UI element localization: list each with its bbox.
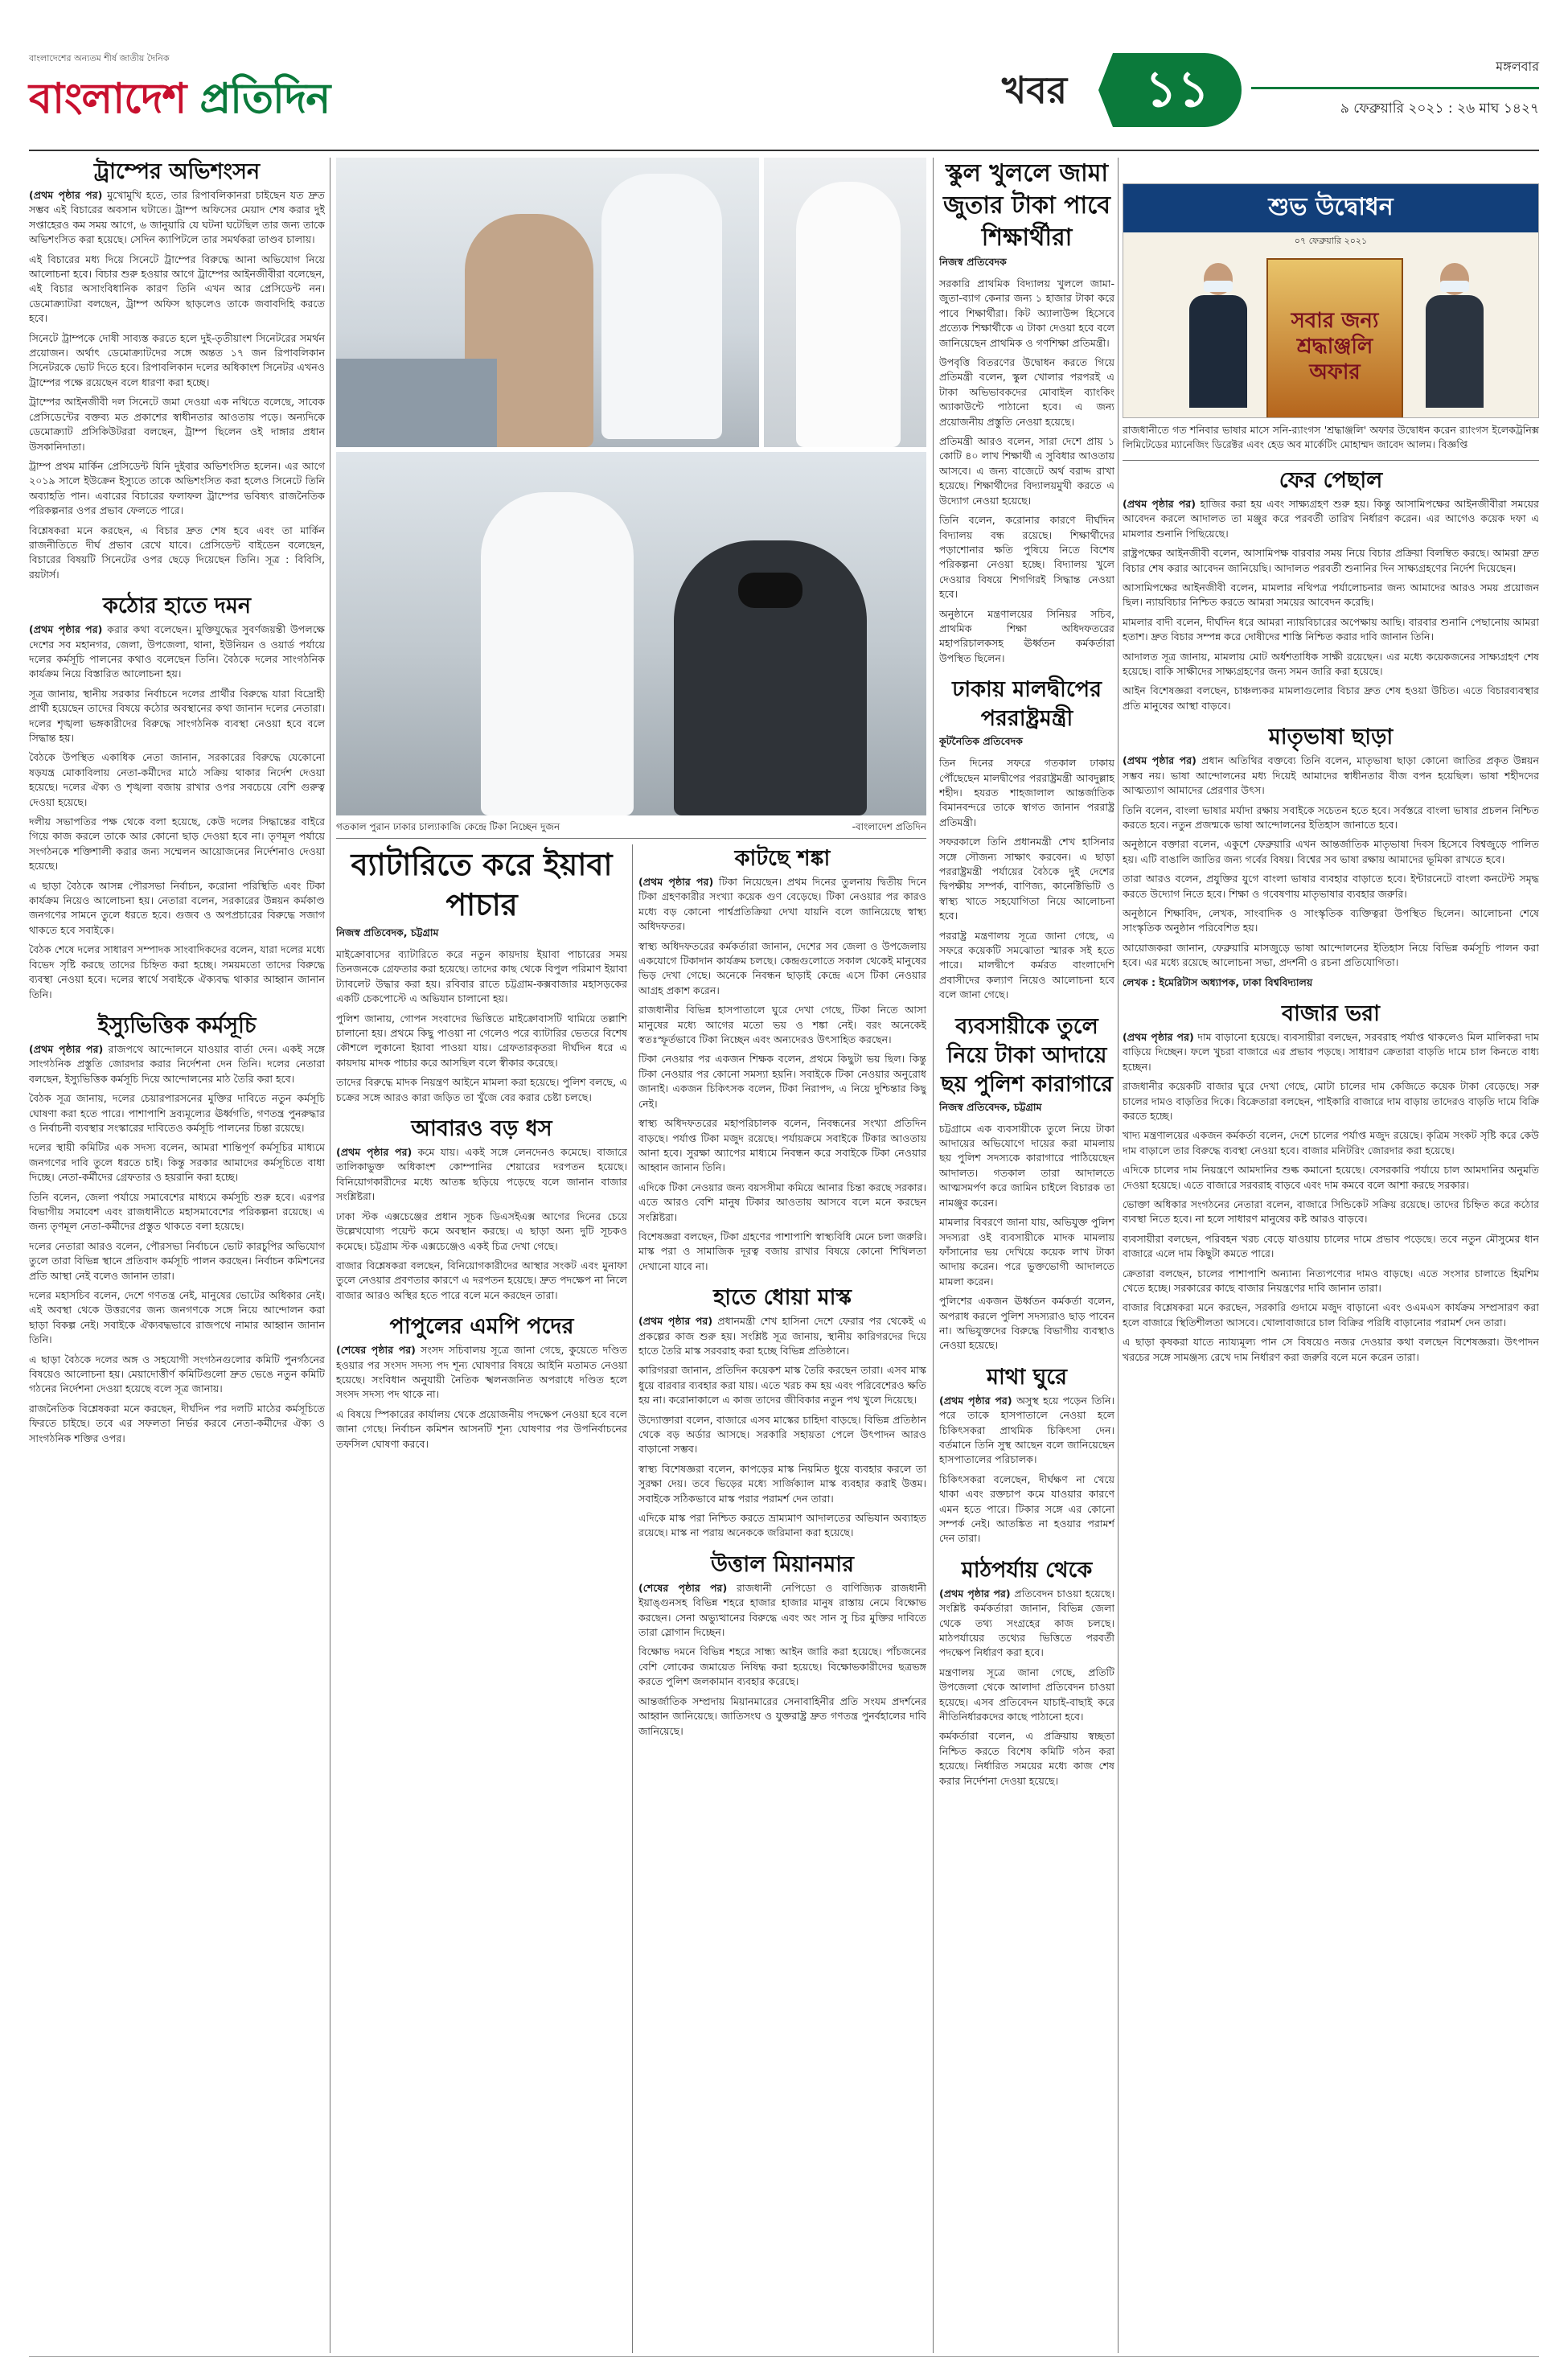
article-paragraph: আইন বিশেষজ্ঞরা বলছেন, চাঞ্চল্যকর মামলাগুলোর বিচার দ্রুত শেষ হওয়া উচিত। এতে বিচারব্যবস্থার প্রতি মানুষের আস্থা বাড়বে। bbox=[1123, 684, 1539, 712]
article-paragraph: দলের মহাসচিব বলেন, দেশে গণতন্ত্র নেই, মানুষের ভোটের অধিকার নেই। এই অবস্থা থেকে উত্তরণের জন্য জনগণকে সঙ্গে নিয়ে আন্দোলন করা ছাড়া বিকল্প নেই। সবাইকে ঐক্যবদ্ধভাবে রাজপথে নামার আহ্বান জানান তিনি। bbox=[29, 1289, 325, 1346]
article-paragraph: মামলার বাদী বলেন, দীর্ঘদিন ধরে আমরা ন্যায়বিচারের অপেক্ষায় আছি। বারবার শুনানি পেছানোয় আমরা হতাশ। দ্রুত বিচার সম্পন্ন করে দোষীদের শাস্তি নিশ্চিত করার দাবি জানান তিনি। bbox=[1123, 615, 1539, 643]
article-paragraph: (প্রথম পৃষ্ঠার পর) দাম বাড়ানো হয়েছে। ব্যবসায়ীরা বলছেন, সরবরাহ পর্যাপ্ত থাকলেও মিল মালিকরা দাম বাড়িয়ে দিচ্ছেন। ফলে খুচরা বাজারে এর প্রভাব পড়ছে। সাধারণ ক্রেতারা বাড়তি দামে চাল কিনতে বাধ্য হচ্ছেন। bbox=[1123, 1030, 1539, 1073]
person-mask bbox=[1204, 281, 1233, 292]
article-paragraph: মাইক্রোবাসের ব্যাটারিতে করে নতুন কায়দায় ইয়াবা পাচারের সময় তিনজনকে গ্রেফতার করা হয়েছে। তাদের কাছ থেকে বিপুল পরিমাণ ইয়াবা ট্যাবলেট উদ্ধার করা হয়। রবিবার রাতে চট্টগ্রাম-কক্সবাজার মহাসড়কের একটি চেকপোস্টে এ অভিযান চালানো হয়। bbox=[336, 948, 627, 1005]
article-strict-crackdown bbox=[29, 592, 325, 1002]
article-byline: নিজস্ব প্রতিবেদক, চট্টগ্রাম bbox=[939, 1100, 1042, 1113]
section-divider bbox=[336, 838, 926, 839]
article-paragraph: (প্রথম পৃষ্ঠার পর) প্রধানমন্ত্রী শেখ হাসিনা দেশে ফেরার পর থেকেই এ প্রকল্পের কাজ শুরু হয়। সংশ্লিষ্ট সূত্র জানায়, স্থানীয় কারিগরদের দিয়ে হাতে তৈরি মাস্ক সরবরাহ করা হচ্ছে বিভিন্ন প্রতিষ্ঠানে। bbox=[638, 1315, 926, 1357]
continuation-tag: (প্রথম পৃষ্ঠার পর) bbox=[939, 1587, 1011, 1600]
article-paragraph: খাদ্য মন্ত্রণালয়ের একজন কর্মকর্তা বলেন, দেশে চালের পর্যাপ্ত মজুদ রয়েছে। কৃত্রিম সংকট সৃষ্টি করে কেউ দাম বাড়ালে তার বিরুদ্ধে ব্যবস্থা নেওয়া হবে। বাজার মনিটরিং জোরদার করা হয়েছে। bbox=[1123, 1129, 1539, 1156]
left-column bbox=[29, 158, 325, 2353]
article-papul-mp bbox=[336, 1312, 627, 1452]
article-paragraph: বৈঠকে উপস্থিত একাধিক নেতা জানান, সরকারের বিরুদ্ধে যেকোনো ষড়যন্ত্র মোকাবিলায় নেতা-কর্মীদের মাঠে সক্রিয় থাকার নির্দেশ দেওয়া হয়েছে। দলের ঐক্য ও শৃঙ্খলা বজায় রাখার ওপর সবচেয়ে বেশি গুরুত্ব দেওয়া হয়েছে। bbox=[29, 751, 325, 808]
article-paragraph: রাজধানীর কয়েকটি বাজার ঘুরে দেখা গেছে, মোটা চালের দাম কেজিতে কয়েক টাকা বেড়েছে। সরু চালের দামও বাড়তির দিকে। বিক্রেতারা বলছেন, পাইকারি বাজারে দাম বাড়ায় তাদেরও বাড়তি দামে বিক্রি করতে হচ্ছে। bbox=[1123, 1080, 1539, 1122]
page-number-badge: ১১ bbox=[1113, 53, 1242, 127]
ad-banner-text: সবার জন্য শ্রদ্ধাঞ্জলি অফার bbox=[1291, 309, 1379, 384]
photo-person-doctor bbox=[481, 492, 634, 815]
section-title: খবর bbox=[1002, 68, 1068, 112]
article-paragraph: তিনি বলেন, জেলা পর্যায়ে সমাবেশের মাধ্যমে কর্মসূচি শুরু হবে। এরপর বিভাগীয় সমাবেশ এবং রাজধানীতে মহাসমাবেশের পরিকল্পনা রয়েছে। এ জন্য তৃণমূল নেতা-কর্মীদের প্রস্তুত থাকতে বলা হয়েছে। bbox=[29, 1190, 325, 1233]
article-paragraph: লেখক : ইমেরিটাস অধ্যাপক, ঢাকা বিশ্ববিদ্যালয় bbox=[1123, 975, 1313, 988]
article-paragraph: অনুষ্ঠানে বক্তারা বলেন, একুশে ফেব্রুয়ারি এখন আন্তর্জাতিক মাতৃভাষা দিবস হিসেবে বিশ্বজুড়ে পালিত হয়। এটি বাঙালি জাতির জন্য গর্বের বিষয়। বিশ্বের সব ভাষা রক্ষায় আমাদের ভূমিকা রাখতে হবে। bbox=[1123, 838, 1539, 865]
article-paragraph: এ ছাড়া বৈঠকে আসন্ন পৌরসভা নির্বাচন, করোনা পরিস্থিতি এবং টিকা কার্যক্রম নিয়েও আলোচনা হয়। নেতারা বলেন, সরকারের উন্নয়ন কর্মকাণ্ড জনগণের সামনে তুলে ধরতে হবে। গুজব ও অপপ্রচারের বিরুদ্ধে সজাগ থাকতে হবে সবাইকে। bbox=[29, 879, 325, 936]
article-mother-tongue bbox=[1123, 723, 1539, 990]
article-paragraph: আসামিপক্ষের আইনজীবী বলেন, মামলার নথিপত্র পর্যালোচনার জন্য আমাদের আরও সময় প্রয়োজন ছিল। ন্যায়বিচার নিশ্চিত করতে আমরা সময়ের আবেদন করেছি। bbox=[1123, 581, 1539, 609]
article-paragraph: আদালত সূত্র জানায়, মামলায় মোট অর্ধশতাধিক সাক্ষী রয়েছেন। এর মধ্যে কয়েকজনের সাক্ষ্যগ্রহণ শেষ হয়েছে। বাকি সাক্ষীদের সাক্ষ্যগ্রহণের জন্য সমন জারি করা হয়েছে। bbox=[1123, 650, 1539, 678]
article-headline[interactable]: স্কুল খুললে জামা জুতার টাকা পাবে শিক্ষার্থীরা bbox=[943, 159, 1110, 252]
article-paragraph: ট্রাম্পের আইনজীবী দল সিনেটে জমা দেওয়া এক নথিতে বলেছে, সাবেক প্রেসিডেন্টের বক্তব্য মত প্রকাশের স্বাধীনতার আওতায় পড়ে। অন্যদিকে ডেমোক্র্যাট প্রসিকিউটররা বলছেন, ট্রাম্প ছিলেন ওই দাঙ্গার প্রধান উসকানিদাতা। bbox=[29, 396, 325, 453]
article-paragraph: বিশেষজ্ঞরা বলছেন, টিকা গ্রহণের পাশাপাশি স্বাস্থ্যবিধি মেনে চলা জরুরি। মাস্ক পরা ও সামাজিক দূরত্ব বজায় রাখার বিষয়ে কোনো শিথিলতা দেখানো যাবে না। bbox=[638, 1230, 926, 1272]
article-yaba-smuggling bbox=[336, 844, 627, 1105]
right-column bbox=[1123, 466, 1539, 2353]
article-paragraph: বৈঠক শেষে দলের সাধারণ সম্পাদক সাংবাদিকদের বলেন, যারা দলের মধ্যে বিভেদ সৃষ্টি করছে তাদের চিহ্নিত করা হচ্ছে। সময়মতো তাদের বিরুদ্ধে ব্যবস্থা নেওয়া হবে। দলের স্বার্থে সবাইকে ঐক্যবদ্ধ থাকার আহ্বান জানান তিনি। bbox=[29, 943, 325, 1000]
article-paragraph: বাজার বিশ্লেষকরা মনে করছেন, সরকারি গুদামে মজুদ বাড়ানো এবং ওএমএস কার্যক্রম সম্প্রসারণ করা হলে বাজারে স্থিতিশীলতা আসবে। খোলাবাজারে চাল বিক্রির পরিধি বাড়ানোর পরামর্শ দেন তারা। bbox=[1123, 1301, 1539, 1329]
article-paragraph: মন্ত্রণালয় সূত্রে জানা গেছে, প্রতিটি উপজেলা থেকে আলাদা প্রতিবেদন চাওয়া হয়েছে। এসব প্রতিবেদন যাচাই-বাছাই করে নীতিনির্ধারকদের কাছে পাঠানো হবে। bbox=[939, 1665, 1114, 1723]
vaccination-photo-bottom[interactable] bbox=[336, 452, 926, 815]
photo-person-nurse bbox=[601, 174, 722, 439]
photo-person-health-worker bbox=[796, 182, 901, 447]
article-paragraph: (প্রথম পৃষ্ঠার পর) অসুস্থ হয়ে পড়েন তিনি। পরে তাকে হাসপাতালে নেওয়া হলে চিকিৎসকরা প্রাথমিক চিকিৎসা দেন। বর্তমানে তিনি সুস্থ আছেন বলে জানিয়েছেন হাসপাতালের পরিচালক। bbox=[939, 1394, 1114, 1466]
article-paragraph: তিনি বলেন, করোনার কারণে দীর্ঘদিন বিদ্যালয় বন্ধ রয়েছে। শিক্ষার্থীদের পড়াশোনার ক্ষতি পুষিয়ে নিতে বিশেষ পরিকল্পনা নেওয়া হচ্ছে। বিদ্যালয় খুলে দেওয়ার বিষয়ে শিগগিরই সিদ্ধান্ত নেওয়া হবে। bbox=[939, 514, 1114, 601]
article-headline[interactable]: ফের পেছাল bbox=[1279, 468, 1383, 493]
article-postponed-again bbox=[1123, 466, 1539, 713]
continuation-tag: (প্রথম পৃষ্ঠার পর) bbox=[29, 623, 103, 636]
middle-left-column bbox=[336, 844, 627, 2353]
article-paragraph: দলের স্থায়ী কমিটির এক সদস্য বলেন, আমরা শান্তিপূর্ণ কর্মসূচির মাধ্যমে জনগণের দাবি তুলে ধরতে চাই। কিন্তু সরকার আমাদের কর্মসূচিতে বাধা দিচ্ছে। নেতা-কর্মীদের গ্রেফতার ও হয়রানি করা হচ্ছে। bbox=[29, 1141, 325, 1184]
article-byline: নিজস্ব প্রতিবেদক, চট্টগ্রাম bbox=[336, 926, 439, 939]
column-divider bbox=[1118, 158, 1119, 2353]
article-headline[interactable]: ব্যবসায়ীকে তুলে নিয়ে টাকা আদায়ে ছয় পুলিশ কারাগারে bbox=[941, 1013, 1113, 1097]
article-paragraph: সরকারি প্রাথমিক বিদ্যালয় খুললে জামা-জুতা-ব্যাগ কেনার জন্য ১ হাজার টাকা করে পাবে শিক্ষার্থীরা। কিট অ্যালাউন্স হিসেবে প্রত্যেক শিক্ষার্থীকে এ টাকা দেওয়া হবে বলে জানিয়েছেন প্রাথমিক ও গণশিক্ষা প্রতিমন্ত্রী। bbox=[939, 277, 1114, 349]
article-paragraph: এদিকে টিকা নেওয়ার জন্য বয়সসীমা কমিয়ে আনার চিন্তা করছে সরকার। এতে আরও বেশি মানুষ টিকার আওতায় আসবে বলে মনে করছেন সংশ্লিষ্টরা। bbox=[638, 1181, 926, 1223]
masthead-rule bbox=[29, 150, 1539, 151]
article-paragraph: কর্মকর্তারা বলেন, এ প্রক্রিয়ায় স্বচ্ছতা নিশ্চিত করতে বিশেষ কমিটি গঠন করা হয়েছে। নির্ধারিত সময়ের মধ্যে কাজ শেষ করার নির্দেশনা দেওয়া হয়েছে। bbox=[939, 1730, 1114, 1787]
photo-credit: -বাংলাদেশ প্রতিদিন bbox=[852, 821, 926, 832]
continuation-tag: (প্রথম পৃষ্ঠার পর) bbox=[1123, 498, 1196, 510]
article-paragraph: এ ছাড়া বৈঠকে দলের অঙ্গ ও সহযোগী সংগঠনগুলোর কমিটি পুনর্গঠনের বিষয়েও আলোচনা হয়। মেয়াদোত্তীর্ণ কমিটিগুলো দ্রুত ভেঙে নতুন কমিটি গঠনের নির্দেশনা দেওয়া হয়েছে বলে সূত্র জানায়। bbox=[29, 1353, 325, 1395]
issue-date: ৯ ফেব্রুয়ারি ২০২১ : ২৬ মাঘ ১৪২৭ bbox=[1340, 101, 1539, 117]
article-myanmar-unrest bbox=[638, 1550, 926, 1739]
brand-tagline: বাংলাদেশের অন্যতম শীর্ষ জাতীয় দৈনিক bbox=[29, 53, 170, 64]
article-paragraph: প্রতিমন্ত্রী আরও বলেন, সারা দেশে প্রায় ১ কোটি ৪০ লাখ শিক্ষার্থী এ সুবিধার আওতায় আসবে। এ জন্য বাজেটে অর্থ বরাদ্দ রাখা হয়েছে। শিক্ষার্থীদের বিদ্যালয়মুখী করতে এ উদ্যোগ নেওয়া হয়েছে। bbox=[939, 435, 1114, 507]
ad-title: শুভ উদ্বোধন bbox=[1123, 184, 1538, 232]
article-headline[interactable]: ব্যাটারিতে করে ইয়াবা পাচার bbox=[351, 847, 613, 922]
article-market-full bbox=[1123, 1000, 1539, 1365]
article-headline[interactable]: হাতে ধোয়া মাস্ক bbox=[713, 1285, 852, 1311]
article-field-level bbox=[939, 1556, 1114, 1789]
masthead-divider bbox=[1251, 87, 1539, 89]
article-paragraph: (প্রথম পৃষ্ঠার পর) হাজির করা হয় এবং সাক্ষ্যগ্রহণ শুরু হয়। কিন্তু আসামিপক্ষের আইনজীবীরা সময়ের আবেদন করলে আদালত তা মঞ্জুর করে পরবর্তী তারিখ নির্ধারণ করেন। এর আগেও কয়েক দফা এ মামলার শুনানি পিছিয়েছে। bbox=[1123, 498, 1539, 540]
article-paragraph: এদিকে মাস্ক পরা নিশ্চিত করতে ভ্রাম্যমাণ আদালতের অভিযান অব্যাহত রয়েছে। মাস্ক না পরায় অনেককে জরিমানা করা হয়েছে। bbox=[638, 1512, 926, 1539]
article-paragraph: (প্রথম পৃষ্ঠার পর) টিকা নিয়েছেন। প্রথম দিনের তুলনায় দ্বিতীয় দিনে টিকা গ্রহণকারীর সংখ্যা কয়েক গুণ বেড়েছে। টিকা নেওয়ার পর কারও মধ্যে বড় কোনো পার্শ্বপ্রতিক্রিয়া দেখা যায়নি বলে জানিয়েছে স্বাস্থ্য অধিদফতর। bbox=[638, 876, 926, 933]
article-paragraph: রাষ্ট্রপক্ষের আইনজীবী বলেন, আসামিপক্ষ বারবার সময় নিয়ে বিচার প্রক্রিয়া বিলম্বিত করছে। আমরা দ্রুত বিচার শেষ করার আবেদন জানিয়েছি। আদালত পরবর্তী শুনানির দিন সাক্ষ্যগ্রহণের নির্দেশ দিয়েছেন। bbox=[1123, 547, 1539, 574]
photo-face-mask bbox=[738, 573, 802, 608]
article-headline[interactable]: ঢাকায় মালদ্বীপের পররাষ্ট্রমন্ত্রী bbox=[952, 677, 1102, 732]
vaccination-photo-top[interactable] bbox=[336, 158, 759, 447]
ad-banner bbox=[1266, 258, 1403, 418]
article-paragraph: পুলিশের একজন ঊর্ধ্বতন কর্মকর্তা বলেন, অপরাধ করলে পুলিশ সদস্যরাও ছাড় পাবেন না। অভিযুক্তদের বিরুদ্ধে বিভাগীয় ব্যবস্থাও নেওয়া হয়েছে। bbox=[939, 1295, 1114, 1352]
article-byline: কূটনৈতিক প্রতিবেদক bbox=[939, 735, 1023, 748]
article-paragraph: টিকা নেওয়ার পর একজন শিক্ষক বলেন, প্রথমে কিছুটা ভয় ছিল। কিন্তু টিকা নেওয়ার পর কোনো সমস্যা হয়নি। সবাইকে টিকা নেওয়ার অনুরোধ জানাই। একজন চিকিৎসক বলেন, টিকা নিরাপদ, এ নিয়ে দুশ্চিন্তার কিছু নেই। bbox=[638, 1053, 926, 1110]
article-issue-program bbox=[29, 1012, 325, 1446]
article-paragraph: স্বাস্থ্য অধিদফতরের মহাপরিচালক বলেন, নিবন্ধনের সংখ্যা প্রতিদিন বাড়ছে। পর্যাপ্ত টিকা মজুদ রয়েছে। পর্যায়ক্রমে সবাইকে টিকার আওতায় আনা হবে। সুরক্ষা অ্যাপের মাধ্যমে নিবন্ধন করে সবাইকে টিকা নেওয়ার আহ্বান জানান তিনি। bbox=[638, 1117, 926, 1174]
ad-person-right bbox=[1422, 263, 1487, 408]
article-paragraph: বিশ্লেষকরা মনে করছেন, এ বিচার দ্রুত শেষ হবে এবং তা মার্কিন রাজনীতিতে দীর্ঘ প্রভাব রেখে যাবে। প্রেসিডেন্ট বাইডেন বলেছেন, বিচারের বিষয়টি সিনেটের ওপর ছেড়ে দিয়েছেন তিনি। সূত্র : বিবিসি, রয়টার্স। bbox=[29, 524, 325, 581]
article-paragraph: আয়োজকরা জানান, ফেব্রুয়ারি মাসজুড়ে ভাষা আন্দোলনের ইতিহাস নিয়ে বিভিন্ন কর্মসূচি পালন করা হবে। এর মধ্যে রয়েছে আলোচনা সভা, প্রদর্শনী ও রচনা প্রতিযোগিতা। bbox=[1123, 941, 1539, 969]
article-paragraph: এ ছাড়া কৃষকরা যাতে ন্যায্যমূল্য পান সে বিষয়েও নজর দেওয়ার কথা বলছেন বিশেষজ্ঞরা। উৎপাদন খরচের সঙ্গে সামঞ্জস্য রেখে দাম নির্ধারণ করা জরুরি বলে মনে করেন তারা। bbox=[1123, 1336, 1539, 1363]
article-paragraph: বৈঠক সূত্র জানায়, দলের চেয়ারপারসনের মুক্তির দাবিতে নতুন কর্মসূচি ঘোষণা করা হতে পারে। পাশাপাশি দ্রব্যমূল্যের ঊর্ধ্বগতি, গণতন্ত্র পুনরুদ্ধার ও নির্বাচনী ব্যবস্থার সংস্কারের দাবিতেও কর্মসূচি পালনের চিন্তা রয়েছে। bbox=[29, 1092, 325, 1134]
article-paragraph: তিনি বলেন, বাংলা ভাষার মর্যাদা রক্ষায় সবাইকে সচেতন হতে হবে। সর্বস্তরে বাংলা ভাষার প্রচলন নিশ্চিত করতে হবে। নতুন প্রজন্মকে ভাষা আন্দোলনের ইতিহাস জানাতে হবে। bbox=[1123, 803, 1539, 831]
article-paragraph: ভোক্তা অধিকার সংগঠনের নেতারা বলেন, বাজারে সিন্ডিকেট সক্রিয় রয়েছে। তাদের চিহ্নিত করে কঠোর ব্যবস্থা নিতে হবে। না হলে সাধারণ মানুষের কষ্ট আরও বাড়বে। bbox=[1123, 1198, 1539, 1226]
article-paragraph: স্বাস্থ্য অধিদফতরের কর্মকর্তারা জানান, দেশের সব জেলা ও উপজেলায় একযোগে টিকাদান কার্যক্রম চলছে। কেন্দ্রগুলোতে সকাল থেকেই মানুষের ভিড় দেখা গেছে। অনেকে নিবন্ধন ছাড়াই কেন্দ্রে এসে টিকা নেওয়ার আগ্রহ প্রকাশ করেন। bbox=[638, 939, 926, 996]
article-paragraph: (প্রথম পৃষ্ঠার পর) রাজপথে আন্দোলনে যাওয়ার বার্তা দেন। একই সঙ্গে সাংগঠনিক প্রস্তুতি জোরদার করার নির্দেশনা দেন তিনি। দলের নেতারা বলছেন, ইস্যুভিত্তিক কর্মসূচি দিয়ে আন্দোলনের মাঠ তৈরি করা হবে। bbox=[29, 1042, 325, 1085]
article-headline[interactable]: ইস্যুভিত্তিক কর্মসূচি bbox=[97, 1012, 257, 1038]
article-headline[interactable]: মাঠপর্যায় থেকে bbox=[961, 1557, 1093, 1583]
middle-right-column bbox=[638, 844, 926, 2353]
article-paragraph: চিকিৎসকরা বলেছেন, দীর্ঘক্ষণ না খেয়ে থাকা এবং রক্তচাপ কমে যাওয়ার কারণে এমন হতে পারে। টিকার সঙ্গে এর কোনো সম্পর্ক নেই। আতঙ্কিত না হওয়ার পরামর্শ দেন তারা। bbox=[939, 1472, 1114, 1545]
advertisement-box[interactable] bbox=[1123, 183, 1539, 418]
article-paragraph: দলীয় সভাপতির পক্ষ থেকে বলা হয়েছে, কেউ দলের সিদ্ধান্তের বাইরে গিয়ে কাজ করলে তাকে আর কোনো ছাড় দেওয়া হবে না। তৃণমূল পর্যায়ে সংগঠনকে শক্তিশালী করার জন্য সম্মেলন আয়োজনের নির্দেশনাও দেওয়া হয়েছে। bbox=[29, 815, 325, 873]
article-paragraph: রাজধানীর বিভিন্ন হাসপাতালে ঘুরে দেখা গেছে, টিকা নিতে আসা মানুষের মধ্যে আগের মতো ভয় ও শঙ্কা নেই। বরং অনেকেই স্বতঃস্ফূর্তভাবে টিকা নিচ্ছেন এবং অন্যদেরও উৎসাহিত করছেন। bbox=[638, 1004, 926, 1046]
article-headline[interactable]: মাতৃভাষা ছাড়া bbox=[1268, 725, 1394, 750]
article-trump-impeachment bbox=[29, 158, 325, 582]
column-divider bbox=[632, 844, 633, 2353]
article-paragraph: তারা আরও বলেন, প্রযুক্তির যুগে বাংলা ভাষার ব্যবহার বাড়াতে হবে। ইন্টারনেটে বাংলা কনটেন্ট সমৃদ্ধ করতে উদ্যোগ নিতে হবে। শিক্ষা ও গবেষণায় মাতৃভাষার ব্যবহার জরুরি। bbox=[1123, 873, 1539, 900]
newspaper-logo[interactable] bbox=[29, 66, 330, 136]
ad-person-left bbox=[1186, 263, 1250, 408]
masthead bbox=[29, 51, 1539, 146]
column-divider bbox=[933, 158, 934, 2353]
section-divider bbox=[1123, 460, 1539, 461]
person-suit bbox=[1426, 295, 1484, 408]
article-headline[interactable]: ট্রাম্পের অভিশংসন bbox=[93, 159, 261, 184]
article-handmade-mask bbox=[638, 1284, 926, 1541]
article-headline[interactable]: পাপুলের এমপি পদের bbox=[389, 1314, 574, 1340]
vaccination-photo-side[interactable] bbox=[764, 158, 926, 447]
article-paragraph: উদ্যোক্তারা বলেন, বাজারে এসব মাস্কের চাহিদা বাড়ছে। বিভিন্ন প্রতিষ্ঠান থেকে বড় অর্ডার আসছে। সরকারি সহায়তা পেলে উৎপাদন আরও বাড়ানো সম্ভব। bbox=[638, 1413, 926, 1456]
article-paragraph: চট্টগ্রামে এক ব্যবসায়ীকে তুলে নিয়ে টাকা আদায়ের অভিযোগে দায়ের করা মামলায় ছয় পুলিশ সদস্যকে কারাগারে পাঠিয়েছেন আদালত। গতকাল তারা আদালতে আত্মসমর্পণ করে জামিন চাইলে বিচারক তা নামঞ্জুর করেন। bbox=[939, 1122, 1114, 1209]
person-suit bbox=[1189, 295, 1247, 408]
continuation-tag: (শেষের পৃষ্ঠার পর) bbox=[638, 1581, 728, 1594]
article-headline[interactable]: উত্তাল মিয়ানমার bbox=[711, 1551, 854, 1577]
article-fear-easing bbox=[638, 844, 926, 1274]
continuation-tag: (প্রথম পৃষ্ঠার পর) bbox=[939, 1394, 1012, 1407]
article-market-crash bbox=[336, 1115, 627, 1303]
article-headline[interactable]: আবারও বড় ধস bbox=[411, 1116, 552, 1142]
article-headline[interactable]: কঠোর হাতে দমন bbox=[102, 594, 252, 619]
article-paragraph: ট্রাম্প প্রথম মার্কিন প্রেসিডেন্ট যিনি দুইবার অভিশংসিত হলেন। এর আগে ২০১৯ সালে ইউক্রেন ইস্যুতে তাকে অভিশংসিত করা হলেও সিনেটে তিনি অব্যাহতি পান। এবারের বিচারের ফলাফল ট্রাম্পের ভবিষ্যৎ রাজনৈতিক পরিকল্পনার ওপর প্রভাব ফেলতে পারে। bbox=[29, 459, 325, 517]
article-paragraph: ঢাকা স্টক এক্সচেঞ্জের প্রধান সূচক ডিএসইএক্স আগের দিনের চেয়ে উল্লেখযোগ্য পয়েন্ট কমে অবস্থান করছে। এ ছাড়া অন্য দুটি সূচকও কমেছে। চট্টগ্রাম স্টক এক্সচেঞ্জেও একই চিত্র দেখা গেছে। bbox=[336, 1210, 627, 1252]
article-paragraph: এ বিষয়ে স্পিকারের কার্যালয় থেকে প্রয়োজনীয় পদক্ষেপ নেওয়া হবে বলে জানা গেছে। নির্বাচন কমিশন আসনটি শূন্য ঘোষণার পর উপনির্বাচনের তফসিল ঘোষণা করবে। bbox=[336, 1407, 627, 1450]
article-paragraph: সিনেটে ট্রাম্পকে দোষী সাব্যস্ত করতে হলে দুই-তৃতীয়াংশ সিনেটরের সমর্থন প্রয়োজন। অর্থাৎ ডেমোক্র্যাটদের সঙ্গে অন্তত ১৭ জন রিপাবলিকান সিনেটরকে ভোট দিতে হবে। রিপাবলিকান দলের অধিকাংশ সিনেটর এখনও ট্রাম্পের পক্ষে রয়েছেন বলে ধারণা করা হচ্ছে। bbox=[29, 331, 325, 388]
article-paragraph: (প্রথম পৃষ্ঠার পর) প্রতিবেদন চাওয়া হয়েছে। সংশ্লিষ্ট কর্মকর্তারা জানান, বিভিন্ন জেলা থেকে তথ্য সংগ্রহের কাজ চলছে। মাঠপর্যায়ের তথ্যের ভিত্তিতে পরবর্তী পদক্ষেপ নির্ধারণ করা হবে। bbox=[939, 1587, 1114, 1659]
article-paragraph: তাদের বিরুদ্ধে মাদক নিয়ন্ত্রণ আইনে মামলা করা হয়েছে। পুলিশ বলছে, এ চক্রের সঙ্গে আরও কারা জড়িত তা খুঁজে বের করার চেষ্টা চলছে। bbox=[336, 1076, 627, 1103]
article-paragraph: পুলিশ জানায়, গোপন সংবাদের ভিত্তিতে মাইক্রোবাসটি থামিয়ে তল্লাশি চালানো হয়। প্রথমে কিছু পাওয়া না গেলেও পরে ব্যাটারির ভেতরে বিশেষ কৌশলে লুকানো ইয়াবা পাওয়া যায়। গ্রেফতারকৃতরা দীর্ঘদিন ধরে এ কায়দায় মাদক পাচার করে আসছিল বলে স্বীকার করেছে। bbox=[336, 1012, 627, 1069]
photo-desk bbox=[336, 359, 497, 447]
article-paragraph: রাজনৈতিক বিশ্লেষকরা মনে করছেন, দীর্ঘদিন পর দলটি মাঠের কর্মসূচিতে ফিরতে চাইছে। তবে এর সফলতা নির্ভর করবে নেতা-কর্মীদের ঐক্য ও সাংগঠনিক শক্তির ওপর। bbox=[29, 1402, 325, 1444]
photo-caption: গতকাল পুরান ঢাকার চাল্যাকাজি কেন্দ্রে টিকা নিচ্ছেন দুজন bbox=[336, 821, 560, 832]
continuation-tag: (প্রথম পৃষ্ঠার পর) bbox=[638, 876, 714, 888]
article-paragraph: আন্তর্জাতিক সম্প্রদায় মিয়ানমারের সেনাবাহিনীর প্রতি সংযম প্রদর্শনের আহ্বান জানিয়েছে। জাতিসংঘ ও যুক্তরাষ্ট্র দ্রুত গণতন্ত্র পুনর্বহালের দাবি জানিয়েছে। bbox=[638, 1694, 926, 1737]
article-paragraph: ক্রেতারা বলছেন, চালের পাশাপাশি অন্যান্য নিত্যপণ্যের দামও বাড়ছে। এতে সংসার চালাতে হিমশিম খেতে হচ্ছে। সরকারের কাছে বাজার নিয়ন্ত্রণের দাবি জানান তারা। bbox=[1123, 1267, 1539, 1295]
issue-day: মঙ্গলবার bbox=[1496, 59, 1539, 74]
continuation-tag: (প্রথম পৃষ্ঠার পর) bbox=[29, 189, 103, 201]
article-paragraph: উপবৃত্তি বিতরণের উদ্বোধন করতে গিয়ে প্রতিমন্ত্রী বলেন, স্কুল খোলার পরপরই এ টাকা অভিভাবকদের মোবাইল ব্যাংকিং অ্যাকাউন্টে পাঠানো হবে। এ জন্য প্রয়োজনীয় প্রস্তুতি নেওয়া হয়েছে। bbox=[939, 356, 1114, 428]
page-footer-rule bbox=[29, 2356, 1539, 2357]
article-paragraph: এদিকে চালের দাম নিয়ন্ত্রণে আমদানির শুল্ক কমানো হয়েছে। বেসরকারি পর্যায়ে চাল আমদানির অনুমতি দেওয়া হয়েছে। এতে বাজারে সরবরাহ বাড়বে এবং দাম কমবে বলে আশা করছে সরকার। bbox=[1123, 1164, 1539, 1191]
article-paragraph: (প্রথম পৃষ্ঠার পর) মুখোমুখি হতে, তার রিপাবলিকানরা চাইছেন যত দ্রুত সম্ভব এই বিচারের অবসান ঘটাতে। ট্রাম্প অফিসের মেয়াদ শেষ করার দুই সপ্তাহেরও কম সময় আগে, ৬ জানুয়ারি যে ঘটনা ঘটেছিল তার জন্য তাকে অভিশংসিত করা হয়েছে। সেদিন ক্যাপিটলে তার সমর্থকরা তাণ্ডব চালায়। bbox=[29, 189, 325, 246]
logo-word-2: প্রতিদিন bbox=[199, 74, 330, 123]
continuation-tag: (প্রথম পৃষ্ঠার পর) bbox=[638, 1315, 713, 1328]
ad-date: ০৭ ফেব্রুয়ারি ২০২১ bbox=[1294, 236, 1368, 246]
continuation-tag: (প্রথম পৃষ্ঠার পর) bbox=[29, 1042, 104, 1055]
continuation-tag: (শেষের পৃষ্ঠার পর) bbox=[336, 1344, 416, 1357]
article-school-allowance bbox=[939, 158, 1114, 666]
article-paragraph: (শেষের পৃষ্ঠার পর) সংসদ সচিবালয় সূত্রে জানা গেছে, কুয়েতে দণ্ডিত হওয়ার পর সংসদ সদস্য পদ শূন্য ঘোষণার বিষয়ে আইনি মতামত নেওয়া হয়েছে। সংবিধান অনুযায়ী নৈতিক স্খলনজনিত অপরাধে দণ্ডিত হলে সংসদ সদস্য পদ থাকে না। bbox=[336, 1344, 627, 1401]
article-paragraph: (প্রথম পৃষ্ঠার পর) করার কথা বলেছেন। মুক্তিযুদ্ধের সুবর্ণজয়ন্তী উপলক্ষে দেশের সব মহানগর, জেলা, উপজেলা, থানা, ইউনিয়ন ও ওয়ার্ড পর্যায়ে দলের কর্মসূচি পালনের কথাও বলেছেন তিনি। বৈঠকে দলের সাংগঠনিক কার্যক্রম নিয়ে বিস্তারিত আলোচনা হয়। bbox=[29, 623, 325, 680]
article-paragraph: এই বিচারের মধ্য দিয়ে সিনেটে ট্রাম্পের বিরুদ্ধে আনা অভিযোগ নিয়ে আলোচনা হবে। বিচার শুরু হওয়ার আগে ট্রাম্পের আইনজীবীরা বলেছেন, এই বিচার অসাংবিধানিক কারণ তিনি এখন আর প্রেসিডেন্ট নন। ডেমোক্র্যাটরা বলছেন, ট্রাম্প অফিস ছাড়লেও তাকে জবাবদিহি করতে হবে। bbox=[29, 253, 325, 325]
article-paragraph: সূত্র জানায়, স্থানীয় সরকার নির্বাচনে দলের প্রার্থীর বিরুদ্ধে যারা বিদ্রোহী প্রার্থী হয়েছেন তাদের বিষয়ে কঠোর অবস্থানের কথা জানান দলের নেতারা। দলের শৃঙ্খলা ভঙ্গকারীদের বিরুদ্ধে সাংগঠনিক ব্যবস্থা নেওয়া হবে বলে সিদ্ধান্ত হয়। bbox=[29, 687, 325, 744]
article-police-jailed bbox=[939, 1012, 1114, 1353]
article-paragraph: বাজার বিশ্লেষকরা বলছেন, বিনিয়োগকারীদের আস্থার সংকট এবং মুনাফা তুলে নেওয়ার প্রবণতার কারণে এ দরপতন হয়েছে। দ্রুত পদক্ষেপ না নিলে বাজার আরও অস্থির হতে পারে বলে মনে করছেন তারা। bbox=[336, 1259, 627, 1301]
article-paragraph: মামলার বিবরণে জানা যায়, অভিযুক্ত পুলিশ সদস্যরা ওই ব্যবসায়ীকে মাদক মামলায় ফাঁসানোর ভয় দেখিয়ে কয়েক লাখ টাকা আদায় করেন। পরে ভুক্তভোগী আদালতে মামলা করেন। bbox=[939, 1216, 1114, 1288]
article-paragraph: স্বাস্থ্য বিশেষজ্ঞরা বলেন, কাপড়ের মাস্ক নিয়মিত ধুয়ে ব্যবহার করলে তা সুরক্ষা দেয়। তবে ভিড়ের মধ্যে সার্জিক্যাল মাস্ক ব্যবহার করাই উত্তম। সবাইকে সঠিকভাবে মাস্ক পরার পরামর্শ দেন তারা। bbox=[638, 1462, 926, 1505]
continuation-tag: (প্রথম পৃষ্ঠার পর) bbox=[1123, 1030, 1194, 1043]
article-paragraph: পররাষ্ট্র মন্ত্রণালয় সূত্রে জানা গেছে, এ সফরে কয়েকটি সমঝোতা স্মারক সই হতে পারে। মালদ্বীপে কর্মরত বাংলাদেশি প্রবাসীদের কল্যাণ নিয়েও আলোচনা হবে বলে জানা গেছে। bbox=[939, 929, 1114, 1001]
continuation-tag: (প্রথম পৃষ্ঠার পর) bbox=[1123, 754, 1197, 767]
article-paragraph: বিক্ষোভ দমনে বিভিন্ন শহরে সান্ধ্য আইন জারি করা হয়েছে। পাঁচজনের বেশি লোকের জমায়েত নিষিদ্ধ করা হয়েছে। বিক্ষোভকারীদের ছত্রভঙ্গ করতে পুলিশ জলকামান ব্যবহার করেছে। bbox=[638, 1645, 926, 1688]
ad-caption: রাজধানীতে গত শনিবার ভাষার মাসে সনি-র‍্যাংগস 'শ্রদ্ধাঞ্জলি' অফার উদ্বোধন করেন র‍্যাংগস ইলেকট্রনিক্স লিমিটেডের ম্যানেজিং ডিরেক্টর এবং হেড অব মার্কেটিং মোহাম্মদ জাবেদ আলম। বিজ্ঞপ্তি bbox=[1123, 424, 1539, 450]
article-dizziness bbox=[939, 1363, 1114, 1546]
article-paragraph: ব্যবসায়ীরা বলছেন, পরিবহন খরচ বেড়ে যাওয়ায় চালের দামে প্রভাব পড়েছে। তবে নতুন মৌসুমের ধান বাজারে এলে দাম কিছুটা কমতে পারে। bbox=[1123, 1232, 1539, 1260]
article-paragraph: দলের নেতারা আরও বলেন, পৌরসভা নির্বাচনে ভোট কারচুপির অভিযোগ তুলে তারা বিভিন্ন স্থানে প্রতিবাদ কর্মসূচি পালন করছেন। নির্বাচন কমিশনের প্রতি আস্থা নেই বলেও জানান তারা। bbox=[29, 1239, 325, 1282]
article-paragraph: (প্রথম পৃষ্ঠার পর) প্রধান অতিথির বক্তব্যে তিনি বলেন, মাতৃভাষা ছাড়া কোনো জাতির প্রকৃত উন্নয়ন সম্ভব নয়। ভাষা আন্দোলনের মধ্য দিয়েই আমাদের স্বাধীনতার বীজ বপন হয়েছিল। ভাষা শহীদদের আত্মত্যাগ আমাদের প্রেরণার উৎস। bbox=[1123, 754, 1539, 797]
fourth-column bbox=[939, 158, 1114, 2353]
article-paragraph: অনুষ্ঠানে মন্ত্রণালয়ের সিনিয়র সচিব, প্রাথমিক শিক্ষা অধিদফতরের মহাপরিচালকসহ ঊর্ধ্বতন কর্মকর্তারা উপস্থিত ছিলেন। bbox=[939, 607, 1114, 664]
article-paragraph: কারিগররা জানান, প্রতিদিন কয়েকশ মাস্ক তৈরি করছেন তারা। এসব মাস্ক ধুয়ে বারবার ব্যবহার করা যায়। এতে খরচ কম হয় এবং পরিবেশেরও ক্ষতি হয় না। করোনাকালে এ কাজ তাদের জীবিকার নতুন পথ খুলে দিয়েছে। bbox=[638, 1364, 926, 1407]
article-paragraph: অনুষ্ঠানে শিক্ষাবিদ, লেখক, সাংবাদিক ও সাংস্কৃতিক ব্যক্তিত্বরা উপস্থিত ছিলেন। আলোচনা শেষে সাংস্কৃতিক অনুষ্ঠান পরিবেশিত হয়। bbox=[1123, 906, 1539, 934]
article-headline[interactable]: মাথা ঘুরে bbox=[987, 1364, 1067, 1390]
article-paragraph: (প্রথম পৃষ্ঠার পর) কমে যায়। একই সঙ্গে লেনদেনও কমেছে। বাজারে তালিকাভুক্ত অধিকাংশ কোম্পানির শেয়ারের দরপতন হয়েছে। বিনিয়োগকারীদের মধ্যে আতঙ্ক ছড়িয়ে পড়েছে বলে জানান বাজার সংশ্লিষ্টরা। bbox=[336, 1146, 627, 1203]
article-paragraph: তিন দিনের সফরে গতকাল ঢাকায় পৌঁছেছেন মালদ্বীপের পররাষ্ট্রমন্ত্রী আবদুল্লাহ শহীদ। হযরত শাহজালাল আন্তর্জাতিক বিমানবন্দরে তাকে স্বাগত জানান পররাষ্ট্র প্রতিমন্ত্রী। bbox=[939, 757, 1114, 828]
article-paragraph: সফরকালে তিনি প্রধানমন্ত্রী শেখ হাসিনার সঙ্গে সৌজন্য সাক্ষাৎ করবেন। এ ছাড়া পররাষ্ট্রমন্ত্রী পর্যায়ের বৈঠকে দুই দেশের দ্বিপক্ষীয় সম্পর্ক, বাণিজ্য, কানেক্টিভিটি ও স্বাস্থ্য খাতে সহযোগিতা নিয়ে আলোচনা হবে। bbox=[939, 836, 1114, 922]
article-paragraph: (শেষের পৃষ্ঠার পর) রাজধানী নেপিডো ও বাণিজ্যিক রাজধানী ইয়াঙ্গুনসহ বিভিন্ন শহরে হাজার হাজার মানুষ রাস্তায় নেমে বিক্ষোভ করছেন। সেনা অভ্যুত্থানের বিরুদ্ধে এবং অং সান সু চির মুক্তির দাবিতে তারা স্লোগান দিচ্ছেন। bbox=[638, 1581, 926, 1639]
logo-word-1: বাংলাদেশ bbox=[29, 74, 200, 123]
article-headline[interactable]: বাজার ভরা bbox=[1282, 1000, 1380, 1026]
article-maldives-minister bbox=[939, 676, 1114, 1003]
person-mask bbox=[1440, 281, 1469, 292]
article-byline: নিজস্ব প্রতিবেদক bbox=[939, 256, 1007, 268]
article-headline[interactable]: কাটছে শঙ্কা bbox=[734, 846, 831, 871]
continuation-tag: (প্রথম পৃষ্ঠার পর) bbox=[336, 1146, 413, 1159]
